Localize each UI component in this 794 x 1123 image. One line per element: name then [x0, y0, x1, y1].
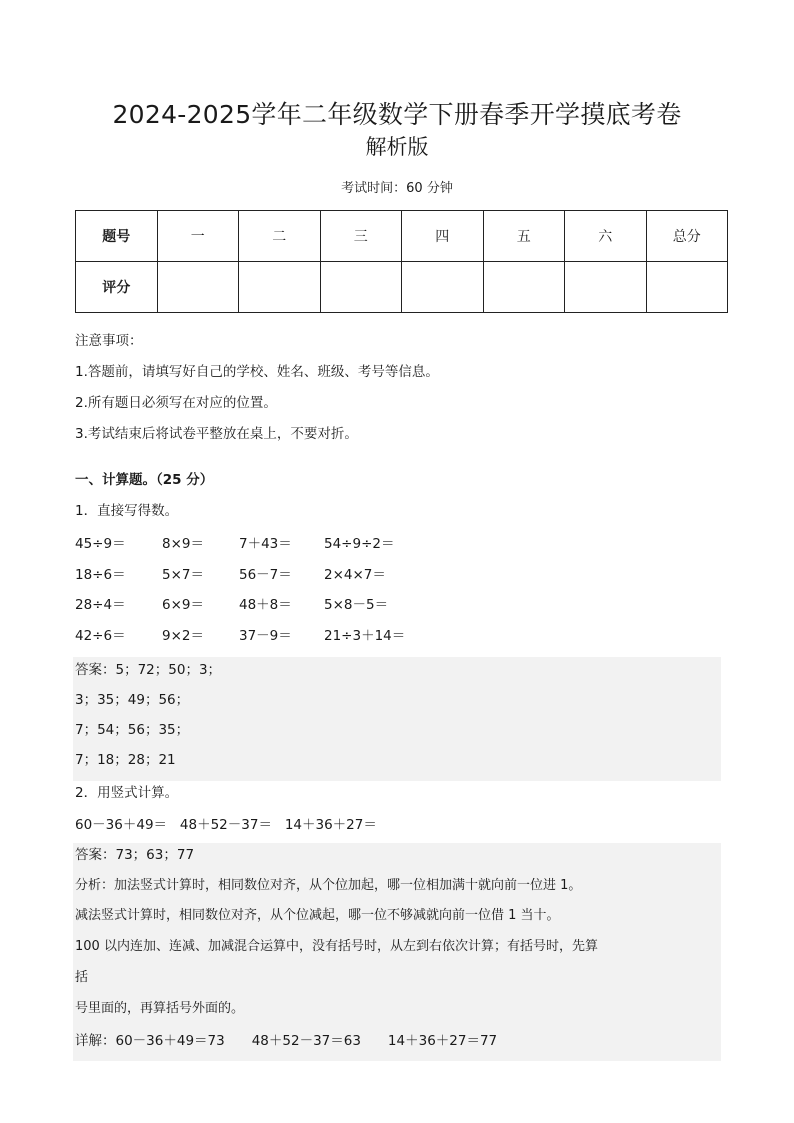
notes-title: 注意事项： [75, 333, 143, 349]
document-title: 2024-2025学年二年级数学下册春季开学摸底考卷 [112, 100, 682, 129]
calc-row [75, 595, 388, 615]
calc-item: 56－7＝ [239, 567, 292, 583]
score-header-cell: 三 [320, 211, 402, 262]
calc-item: 54÷9÷2＝ [324, 536, 395, 552]
analysis-line: 100 以内连加、连减、加减混合运算中，没有括号时，从左到右依次计算；有括号时，先算 [75, 939, 598, 954]
answer-line: 7；54；56；35； [75, 722, 190, 738]
score-row-label: 评分 [76, 262, 158, 313]
question-title: 2．用竖式计算。 [75, 785, 179, 801]
answer-line: 答案：73；63；77 [75, 847, 195, 863]
calc-item: 45÷9＝ [75, 536, 126, 552]
calc-item: 28÷4＝ [75, 597, 126, 613]
calc-row [75, 626, 405, 646]
note-item: 2.所有题日必须写在对应的位置。 [75, 395, 277, 411]
score-header-cell: 题号 [76, 211, 158, 262]
score-cell[interactable] [483, 262, 565, 313]
calc-item: 37－9＝ [239, 628, 292, 644]
calc-item: 6×9＝ [162, 597, 204, 613]
detail-line: 详解：60－36＋49＝73 48＋52－37＝63 14＋36＋27＝77 [75, 1033, 498, 1049]
score-table-header-row [76, 211, 728, 262]
score-header-cell: 五 [483, 211, 565, 262]
analysis-line: 分析：加法竖式计算时，相同数位对齐，从个位加起，哪一位相加满十就向前一位进 1。 [75, 878, 582, 893]
calc-item: 18÷6＝ [75, 567, 126, 583]
score-header-cell: 一 [157, 211, 239, 262]
calc-row [75, 565, 386, 585]
answer-line: 3；35；49；56； [75, 692, 190, 708]
exam-time: 考试时间：60 分钟 [341, 181, 453, 196]
score-table [75, 210, 728, 313]
calc-item: 5×8－5＝ [324, 597, 389, 613]
score-header-cell: 二 [239, 211, 321, 262]
answer-line: 7；18；28；21 [75, 752, 176, 768]
calc-item: 2×4×7＝ [324, 567, 386, 583]
document-subtitle: 解析版 [365, 135, 429, 159]
score-header-cell: 四 [402, 211, 484, 262]
calc-row [75, 534, 394, 554]
question-problems: 60－36＋49＝ 48＋52－37＝ 14＋36＋27＝ [75, 817, 377, 833]
score-header-cell: 六 [565, 211, 647, 262]
calc-item: 42÷6＝ [75, 628, 126, 644]
section-title: 一、计算题。（25 分） [75, 472, 214, 488]
calc-item: 5×7＝ [162, 567, 204, 583]
question-title: 1．直接写得数。 [75, 503, 179, 519]
answer-line: 答案：5；72；50；3； [75, 662, 222, 678]
score-cell[interactable] [157, 262, 239, 313]
note-item: 3.考试结束后将试卷平整放在桌上，不要对折。 [75, 426, 358, 442]
analysis-line: 括 [75, 970, 89, 985]
analysis-line: 号里面的，再算括号外面的。 [75, 1001, 245, 1016]
calc-item: 48＋8＝ [239, 597, 292, 613]
analysis-line: 减法竖式计算时，相同数位对齐，从个位减起，哪一位不够减就向前一位借 1 当十。 [75, 908, 560, 923]
calc-item: 7＋43＝ [239, 536, 292, 552]
score-cell[interactable] [402, 262, 484, 313]
calc-item: 9×2＝ [162, 628, 204, 644]
score-cell[interactable] [646, 262, 728, 313]
score-cell[interactable] [320, 262, 402, 313]
score-table-score-row [76, 262, 728, 313]
calc-item: 8×9＝ [162, 536, 204, 552]
score-cell[interactable] [565, 262, 647, 313]
note-item: 1.答题前，请填写好自己的学校、姓名、班级、考号等信息。 [75, 364, 439, 380]
calc-item: 21÷3＋14＝ [324, 628, 406, 644]
score-cell[interactable] [239, 262, 321, 313]
score-header-cell: 总分 [646, 211, 728, 262]
